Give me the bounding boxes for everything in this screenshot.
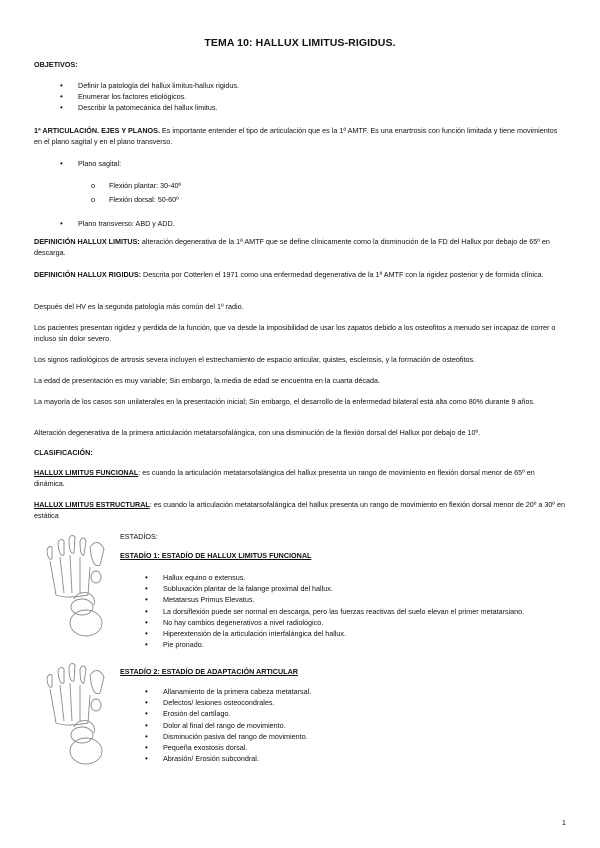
articulacion-label: 1ª ARTICULACIÓN. EJES Y PLANOS. (34, 126, 160, 135)
paragraph: La mayoría de los casos son unilaterales en la presentación inicial; Sin embargo, el desarrollo de la enfermedad bilateral está alta como 80% durante 9 años. (34, 397, 536, 406)
definicion-limitus-label: DEFINICIÓN HALLUX LIMITUS: (34, 237, 140, 246)
list-item: • Pequeña exostosis dorsal. (145, 742, 311, 753)
definicion-limitus-text: alteración degenerativa de la 1ª AMTF que se define clínicamente como la disminución de la FD del Hallux por debajo de 65º en descarga. (34, 237, 550, 257)
list-item: • Definir la patología del hallux limitus-hallux rigidus. (60, 80, 239, 91)
foot-skeleton-illustration-1 (36, 527, 120, 639)
document-title: TEMA 10: HALLUX LIMITUS-RIGIDUS. (204, 37, 396, 49)
definicion-rigidus-text: Descrita por Cotterlen el 1971 como una enfermedad degenerativa de la 1ª AMTF con la rigidez posterior y de formida clínica. (141, 270, 544, 279)
list-item: • Allanamiento de la primera cabeza metatarsal. (145, 686, 311, 697)
foot-skeleton-illustration-2 (36, 655, 120, 767)
list-item: • No hay cambios degenerativos a nivel radiológico. (145, 617, 524, 628)
definicion-limitus (34, 236, 566, 258)
estadio-1-list (145, 572, 524, 650)
list-item: • Abrasión/ Erosión subcondral. (145, 753, 311, 764)
paragraph: Los pacientes presentan rigidez y perdida de la función, que va desde la imposibilidad de usar los zapatos debido a los osteofitos a menudo ser incapaz de correr o incluso sin dolor severo. (34, 323, 556, 343)
articulacion-paragraph (34, 125, 566, 147)
estadio-2-list (145, 686, 311, 764)
list-item: • Disminución pasiva del rango de movimiento. (145, 731, 311, 742)
paragraph: Alteración degenerativa de la primera articulación metatarsofalángica, con una disminución de la flexión dorsal del Hallux por debajo de 10º. (34, 428, 481, 437)
list-item: • Hallux equino o extensus. (145, 572, 524, 583)
plano-transverso-list (60, 218, 175, 229)
objetivos-list (60, 80, 239, 114)
clasificacion-heading: CLASIFICACIÓN: (34, 448, 93, 457)
list-item: • La dorsiflexión puede ser normal en descarga, pero las fuerzas reactivas del suelo elevan el primer metatarsiano. (145, 606, 524, 617)
list-item: • Describir la patomecánica del hallux limitus. (60, 102, 239, 113)
hallux-limitus-funcional (34, 467, 566, 489)
list-item: • Pie pronado. (145, 639, 524, 650)
estadio-1-title: ESTADÍO 1: ESTADÍO DE HALLUX LIMITUS FUNCIONAL (120, 551, 312, 560)
objetivos-heading: OBJETIVOS: (34, 60, 78, 69)
estadios-heading: ESTADÍOS: (120, 532, 158, 541)
page-number: 1 (561, 818, 566, 827)
definicion-rigidus-label: DEFINICIÓN HALLUX RIGIDUS: (34, 270, 142, 279)
list-item: • Dolor al final del rango de movimiento. (145, 720, 311, 731)
paragraph: La edad de presentación es muy variable; Sin embargo, la media de edad se encuentra en la cuarta década. (34, 376, 381, 385)
hallux-limitus-estructural (34, 499, 566, 521)
estructural-label: HALLUX LIMITUS ESTRUCTURAL (34, 500, 150, 509)
list-item: • Subluxación plantar de la falange proximal del hallux. (145, 583, 524, 594)
list-item: o Flexión dorsal: 50-60º (91, 193, 181, 207)
list-item: • Enumerar los factores etiológicos. (60, 91, 239, 102)
list-item: • Plano sagital: (60, 158, 121, 169)
plano-sagital-list (60, 158, 121, 169)
definicion-rigidus (34, 269, 566, 280)
estructural-text: : es cuando la articulación metatarsofalángica del hallux presenta un rango de movimiento en flexión dorsal menor de 20º a 30º en estática (34, 500, 565, 520)
articulacion-text: Es importante entender el tipo de articulación que es la 1ª AMTF. Es una enartrosis con función limitada y tiene movimientos en el plano sagital y en el plano transverso. (34, 126, 558, 146)
paragraph: Después del HV es la segunda patología más común del 1º radio. (34, 302, 244, 311)
paragraph: Los signos radiológicos de artrosis severa incluyen el estrechamiento de espacio articular, quistes, esclerosis, y la formación de osteofitos. (34, 355, 476, 364)
funcional-label: HALLUX LIMITUS FUNCIONAL (34, 468, 139, 477)
estadio-2-title: ESTADÍO 2: ESTADÍO DE ADAPTACIÓN ARTICULAR (120, 667, 298, 676)
plano-sagital-sublist (91, 179, 181, 206)
list-item: • Defectos/ lesiones osteocondrales. (145, 697, 311, 708)
list-item: • Metatarsus Primus Elevatus. (145, 594, 524, 605)
list-item: o Flexión plantar: 30-40º (91, 179, 181, 193)
list-item: • Erosión del cartílago. (145, 708, 311, 719)
list-item: • Plano transverso: ABD y ADD. (60, 218, 175, 229)
funcional-text: : es cuando la articulación metatarsofalángica del hallux presenta un rango de movimiento en flexión dorsal menor de 65º en dinámica. (34, 468, 535, 488)
list-item: • Hiperextensión de la articulación interfalángica del hallux. (145, 628, 524, 639)
